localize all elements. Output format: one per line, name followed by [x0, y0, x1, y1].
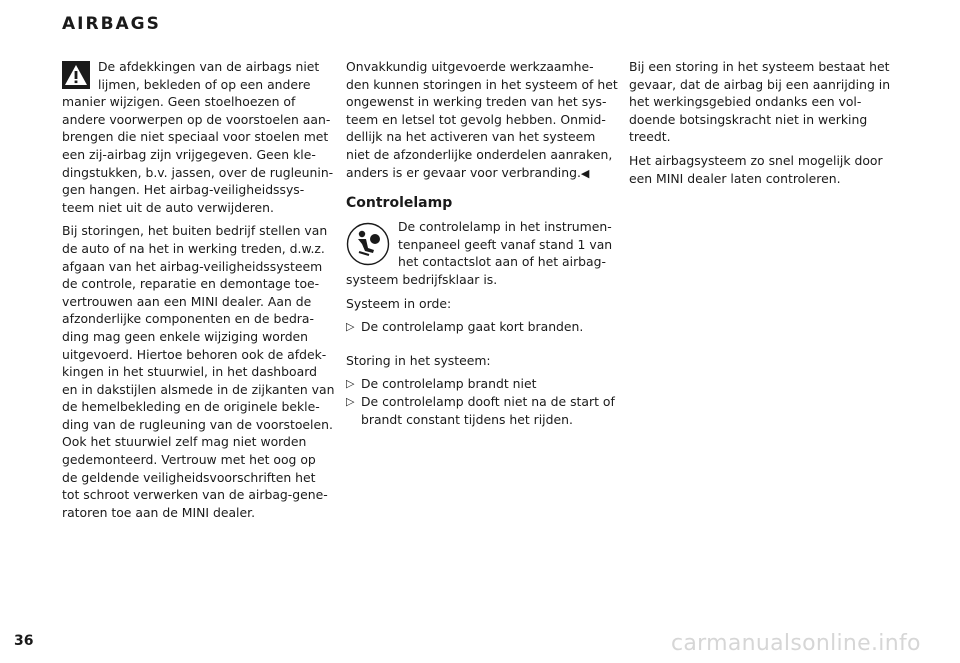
column3-paragraph-1: Bij een storing in het systeem bestaat het gevaar, dat de airbag bij een aanrijding in het werkingsgebied ondanks een vol- doende botsingskracht niet in werking treedt.	[629, 59, 891, 145]
lamp-block	[346, 218, 622, 294]
fault-bullet-2	[346, 393, 622, 428]
section-heading: AIRBAGS	[62, 14, 161, 34]
end-mark-icon: ◀	[580, 166, 590, 180]
ok-label: Systeem in orde:	[346, 295, 452, 311]
warning-triangle-icon	[62, 61, 90, 89]
subheading-controlelamp: Controlelamp	[346, 195, 453, 212]
column1-paragraph-2: Bij storingen, het buiten bedrijf stellen van de auto of na het in werking treden, d.w.z. afgaan van het airbag-veiligheidssysteem de controle, reparatie en demontage toe- vertrouwen aan een MINI dealer. Aan de afzonderlijke componenten en de bedra- ding mag geen enkele wijziging worden uitgevoerd. Hiertoe behoren ook de afdek- kingen in het stuurwiel, in het dashboard en in dakstijlen alsmede in de zijkanten van de hemelbekleding en de originele bekle- ding van de rugleuning van de voorstoelen. Ook het stuurwiel zelf mag niet worden gedemonteerd. Vertrouw met het oog op de geldende veiligheidsvoorschriften het tot schroot verwerken van de airbag-gene- ratoren toe aan de MINI dealer.	[62, 223, 335, 520]
page-number: 36	[14, 633, 34, 649]
column-3	[629, 58, 905, 187]
airbag-warning-lamp-icon	[346, 222, 390, 266]
column2-paragraph-1	[346, 58, 622, 182]
warning-text: De afdekkingen van de airbags niet lijmen, bekleden of op een andere manier wijzigen. Geen stoelhoezen of andere voorwerpen op de voorstoelen aan- brengen die niet speciaal voor stoelen met een zij-airbag zijn vrijgegeven. Geen kle- dingstukken, b.v. jassen, over de rugleunin- gen hangen. Het airbag-veiligheidssys- teem niet uit de auto verwijderen.	[62, 59, 334, 215]
column-1	[62, 58, 338, 521]
fault-bullet-1	[346, 375, 622, 393]
bullet-triangle-icon: ▷	[346, 377, 355, 391]
lamp-text: De controlelamp in het instrumen- tenpaneel geeft vanaf stand 1 van het contactslot aan of het airbag- systeem bedrijfsklaar is.	[346, 219, 613, 287]
fault-label: Storing in het systeem:	[346, 352, 491, 368]
bullet-triangle-icon: ▷	[346, 320, 355, 334]
watermark: carmanualsonline.info	[671, 631, 921, 656]
fault-bullet-text: De controlelamp brandt niet	[361, 376, 537, 392]
ok-bullet-1	[346, 318, 622, 336]
column-2	[346, 58, 622, 428]
column3-paragraph-2: Het airbagsysteem zo snel mogelijk door een MINI dealer laten controleren.	[629, 152, 883, 186]
fault-bullet-text: De controlelamp dooft niet na de start of brandt constant tijdens het rijden.	[361, 393, 615, 427]
ok-bullet-text: De controlelamp gaat kort branden.	[361, 319, 584, 335]
bullet-triangle-icon: ▷	[346, 394, 355, 408]
column2-paragraph-1-text: Onvakkundig uitgevoerde werkzaamhe- den kunnen storingen in het systeem of het ongewenst in werking treden van het sys- teem en letsel tot gevolg hebben. Onmid- dellijk na het activeren van het systeem niet de afzonderlijke onderdelen aanraken, anders is er gevaar voor verbranding.	[346, 59, 618, 180]
warning-block	[62, 58, 338, 216]
